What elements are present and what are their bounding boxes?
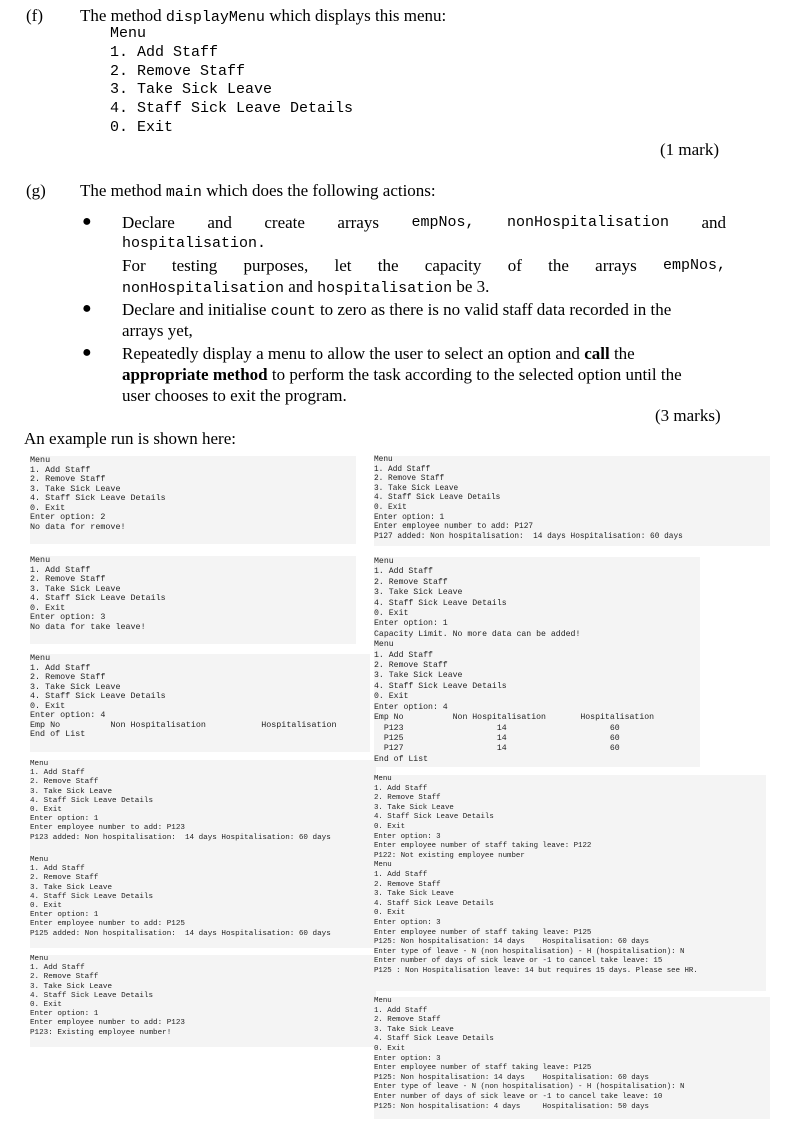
console-line: Menu xyxy=(374,456,393,464)
console-line: Enter type of leave - N (non hospitalisation) - H (hospitalisation): N xyxy=(374,1083,685,1092)
bullet2-line2: arrays yet, xyxy=(122,321,193,340)
console-line: 3. Take Sick Leave xyxy=(30,787,113,796)
console-line: 4. Staff Sick Leave Details xyxy=(30,691,166,701)
console-line: End of List xyxy=(374,754,429,764)
console-line: Enter option: 4 xyxy=(374,702,448,712)
console-line: 2. Remove Staff xyxy=(374,661,448,671)
console-line: Menu xyxy=(374,557,394,566)
console-line: Enter option: 1 xyxy=(30,911,99,920)
console-line: 0. Exit xyxy=(374,822,406,831)
console-right-3 xyxy=(374,775,766,991)
console-line: Menu xyxy=(30,653,51,663)
console-line: Menu xyxy=(30,455,51,465)
section-g-label: (g) xyxy=(26,181,46,200)
console-line: P123 added: Non hospitalisation: 14 days Hospitalisation: 60 days xyxy=(30,833,331,842)
bullet3-line3: user chooses to exit the program. xyxy=(122,386,347,405)
console-line: 0. Exit xyxy=(374,609,409,619)
console-line: 3. Take Sick Leave xyxy=(374,484,459,493)
console-left-6 xyxy=(30,955,376,1047)
console-line: 0. Exit xyxy=(30,806,62,815)
console-line: 0. Exit xyxy=(374,1044,406,1053)
console-line: Emp No Non Hospitalisation Hospitalisation xyxy=(30,719,337,730)
console-line: 1. Add Staff xyxy=(30,769,85,778)
word: purposes, xyxy=(243,256,309,275)
console-line: 3. Take Sick Leave xyxy=(30,483,121,494)
console-line: Enter employee number to add: P125 xyxy=(30,920,185,929)
console-line: Menu xyxy=(374,640,394,650)
console-line: 2. Remove Staff xyxy=(374,794,441,803)
console-left-1 xyxy=(30,456,356,544)
console-line: P125: Non hospitalisation: 14 days Hospitalisation: 60 days xyxy=(374,1073,649,1082)
console-line: 1. Add Staff xyxy=(30,564,91,575)
console-line: 3. Take Sick Leave xyxy=(374,890,454,899)
console-line: 3. Take Sick Leave xyxy=(374,588,463,598)
console-line: 4. Staff Sick Leave Details xyxy=(30,796,154,805)
word: arrays xyxy=(595,256,637,275)
word: the xyxy=(377,256,399,275)
bullet-icon: ● xyxy=(82,300,92,317)
console-line: End of List xyxy=(30,729,86,739)
console-line: Enter type of leave - N (non hospitalisation) - H (hospitalisation): N xyxy=(374,947,685,956)
f-marks: (1 mark) xyxy=(660,140,720,159)
console-line: 2. Remove Staff xyxy=(374,475,445,484)
console-right-4 xyxy=(374,997,770,1119)
console-line: 1. Add Staff xyxy=(374,465,431,474)
bold-word: appropriate method xyxy=(122,365,268,384)
code-word: count xyxy=(270,303,316,320)
console-line: Menu xyxy=(30,955,49,963)
console-line: Enter number of days of sick leave or -1 to cancel take leave: 15 xyxy=(374,957,663,966)
console-line: 2. Remove Staff xyxy=(30,778,99,787)
console-left-5 xyxy=(30,856,376,948)
console-line: 0. Exit xyxy=(374,692,409,702)
console-line: 3. Take Sick Leave xyxy=(374,1025,454,1034)
f-heading-post: which displays this menu: xyxy=(264,6,447,25)
code-word: nonHospitalisation xyxy=(122,280,285,297)
console-line: Menu xyxy=(374,861,392,870)
section-g-heading xyxy=(80,181,436,201)
console-line: 0. Exit xyxy=(30,700,66,711)
console-line: 2. Remove Staff xyxy=(30,874,99,883)
console-line: Enter employee number of staff taking leave: P125 xyxy=(374,928,592,937)
console-line: Enter employee number to add: P123 xyxy=(30,824,185,833)
console-line: P123 14 60 xyxy=(374,723,620,733)
console-line: 4. Staff Sick Leave Details xyxy=(374,899,494,908)
console-left-3 xyxy=(30,654,370,752)
word: Declare and initialise xyxy=(122,300,271,319)
console-line: 0. Exit xyxy=(30,602,66,613)
console-line: Menu xyxy=(30,555,51,565)
console-line: No data for take leave! xyxy=(30,621,146,632)
console-line: 4. Staff Sick Leave Details xyxy=(374,598,507,608)
console-line: 4. Staff Sick Leave Details xyxy=(30,593,166,603)
console-line: Menu xyxy=(374,997,392,1005)
console-line: 4. Staff Sick Leave Details xyxy=(30,493,166,503)
word: of xyxy=(507,256,522,275)
word: testing xyxy=(171,256,218,275)
bullet3-line2 xyxy=(122,364,726,385)
console-line: 1. Add Staff xyxy=(374,567,433,577)
bullet1-line1 xyxy=(122,212,726,233)
console-line: Emp No Non Hospitalisation Hospitalisation xyxy=(374,713,655,723)
console-line: 4. Staff Sick Leave Details xyxy=(374,681,507,691)
bold-word: call xyxy=(584,344,610,363)
console-line: Menu xyxy=(374,775,392,783)
console-line: 3. Take Sick Leave xyxy=(30,883,113,892)
word: to perform the task according to the selected option until the xyxy=(267,365,682,384)
console-line: 4. Staff Sick Leave Details xyxy=(374,1035,494,1044)
console-line: 3. Take Sick Leave xyxy=(30,681,121,692)
console-line: 2. Remove Staff xyxy=(30,574,106,584)
f-heading-pre: The method xyxy=(80,6,166,25)
word: to zero as there is no valid staff data recorded in the xyxy=(315,300,672,319)
console-left-4 xyxy=(30,760,376,856)
console-line: 2. Remove Staff xyxy=(374,577,448,587)
console-line: Capacity Limit. No more data can be added! xyxy=(374,629,581,639)
console-line: 0. Exit xyxy=(374,503,407,512)
word: be 3. xyxy=(452,277,490,296)
console-right-2 xyxy=(374,557,700,767)
word: Declare xyxy=(122,213,175,232)
code-word: empNos, xyxy=(411,214,475,231)
bullet3-line1 xyxy=(122,343,726,364)
console-line: P123: Existing employee number! xyxy=(30,1028,172,1037)
word: For xyxy=(122,256,146,275)
console-line: P125: Non hospitalisation: 4 days Hospitalisation: 50 days xyxy=(374,1102,649,1111)
example-label: An example run is shown here: xyxy=(24,429,236,448)
console-line: Enter option: 3 xyxy=(374,1054,441,1063)
console-line: Enter employee number of staff taking leave: P125 xyxy=(374,1064,592,1073)
console-line: 0. Exit xyxy=(30,502,66,513)
bullet1-line3 xyxy=(122,255,726,276)
menu-line: 3. Take Sick Leave xyxy=(110,81,273,99)
bullet-icon: ● xyxy=(82,344,92,361)
menu-line: 0. Exit xyxy=(110,118,174,136)
menu-line: 4. Staff Sick Leave Details xyxy=(110,100,354,118)
word: create xyxy=(264,213,305,232)
console-line: P125 14 60 xyxy=(374,733,620,743)
bullet2-line1 xyxy=(122,299,726,322)
console-line: 2. Remove Staff xyxy=(30,973,99,982)
console-line: Enter employee number of staff taking leave: P122 xyxy=(374,842,592,851)
console-line: 0. Exit xyxy=(30,1001,62,1010)
menu-line: 1. Add Staff xyxy=(110,43,219,61)
console-line: 1. Add Staff xyxy=(30,662,91,673)
bullet1-line2: hospitalisation. xyxy=(122,235,267,252)
word: the xyxy=(609,344,635,363)
console-line: P125 : Non Hospitalisation leave: 14 but requires 15 days. Please see HR. xyxy=(374,966,698,975)
console-line: 3. Take Sick Leave xyxy=(374,671,463,681)
console-line: 0. Exit xyxy=(30,902,62,911)
console-line: Enter option: 3 xyxy=(374,832,441,841)
console-line: Enter number of days of sick leave or -1 to cancel take leave: 10 xyxy=(374,1092,663,1101)
g-heading-pre: The method xyxy=(80,181,166,200)
word: and xyxy=(284,277,318,296)
console-line: Enter option: 2 xyxy=(30,512,106,522)
code-word: nonHospitalisation xyxy=(506,214,669,231)
word: and xyxy=(701,213,726,232)
console-line: Enter option: 1 xyxy=(30,815,99,824)
console-line: 4. Staff Sick Leave Details xyxy=(374,494,501,503)
section-f-heading xyxy=(80,6,446,26)
g-heading-code: main xyxy=(165,184,202,201)
word: capacity xyxy=(424,256,482,275)
word: and xyxy=(207,213,232,232)
console-line: 1. Add Staff xyxy=(374,1006,428,1015)
g-heading-post: which does the following actions: xyxy=(201,181,436,200)
console-line: 0. Exit xyxy=(374,909,406,918)
console-line: P127 14 60 xyxy=(374,744,620,754)
console-line: No data for remove! xyxy=(30,521,126,532)
console-line: 2. Remove Staff xyxy=(30,672,106,682)
bullet1-line4 xyxy=(122,276,726,299)
console-line: 2. Remove Staff xyxy=(30,474,106,484)
console-line: 2. Remove Staff xyxy=(374,880,441,889)
console-line: Enter employee number to add: P127 xyxy=(374,523,534,532)
console-line: Enter option: 4 xyxy=(30,710,106,720)
word: let xyxy=(334,256,352,275)
console-line: P125: Non hospitalisation: 14 days Hospitalisation: 60 days xyxy=(374,938,649,947)
word: arrays xyxy=(337,213,379,232)
console-line: 4. Staff Sick Leave Details xyxy=(30,892,154,901)
console-line: Enter option: 1 xyxy=(374,619,448,629)
g-marks: (3 marks) xyxy=(655,406,721,425)
console-line: 4. Staff Sick Leave Details xyxy=(374,813,494,822)
console-line: Menu xyxy=(30,856,49,864)
console-line: 2. Remove Staff xyxy=(374,1016,441,1025)
console-line: P122: Not existing employee number xyxy=(374,851,525,860)
console-line: 3. Take Sick Leave xyxy=(30,982,113,991)
menu-listing xyxy=(110,25,353,138)
console-line: 4. Staff Sick Leave Details xyxy=(30,991,154,1000)
menu-line: 2. Remove Staff xyxy=(110,62,246,80)
console-line: Enter option: 3 xyxy=(374,918,441,927)
console-right-1 xyxy=(374,456,770,546)
console-line: Enter option: 1 xyxy=(30,1010,99,1019)
console-line: P125 added: Non hospitalisation: 14 days Hospitalisation: 60 days xyxy=(30,929,331,938)
console-line: 1. Add Staff xyxy=(374,784,428,793)
console-line: 1. Add Staff xyxy=(374,650,433,660)
console-line: Menu xyxy=(30,760,49,768)
console-line: 3. Take Sick Leave xyxy=(374,803,454,812)
console-line: 1. Add Staff xyxy=(30,865,85,874)
console-line: Enter option: 3 xyxy=(30,612,106,622)
code-word: empNos, xyxy=(662,257,726,274)
console-left-2 xyxy=(30,556,356,644)
console-line: 1. Add Staff xyxy=(30,464,91,475)
word: the xyxy=(548,256,569,275)
code-word: hospitalisation xyxy=(317,280,453,297)
bullet-icon: ● xyxy=(82,213,92,230)
console-line: 1. Add Staff xyxy=(374,870,428,879)
console-line: Enter employee number to add: P123 xyxy=(30,1019,185,1028)
console-line: 3. Take Sick Leave xyxy=(30,583,121,594)
console-line: 1. Add Staff xyxy=(30,964,85,973)
section-f-label: (f) xyxy=(26,6,43,25)
word: Repeatedly display a menu to allow the user to select an option and xyxy=(122,344,585,363)
console-line: Enter option: 1 xyxy=(374,513,445,522)
console-line: P127 added: Non hospitalisation: 14 days Hospitalisation: 60 days xyxy=(374,532,683,541)
menu-line: Menu xyxy=(110,25,147,42)
f-heading-code: displayMenu xyxy=(165,9,265,26)
